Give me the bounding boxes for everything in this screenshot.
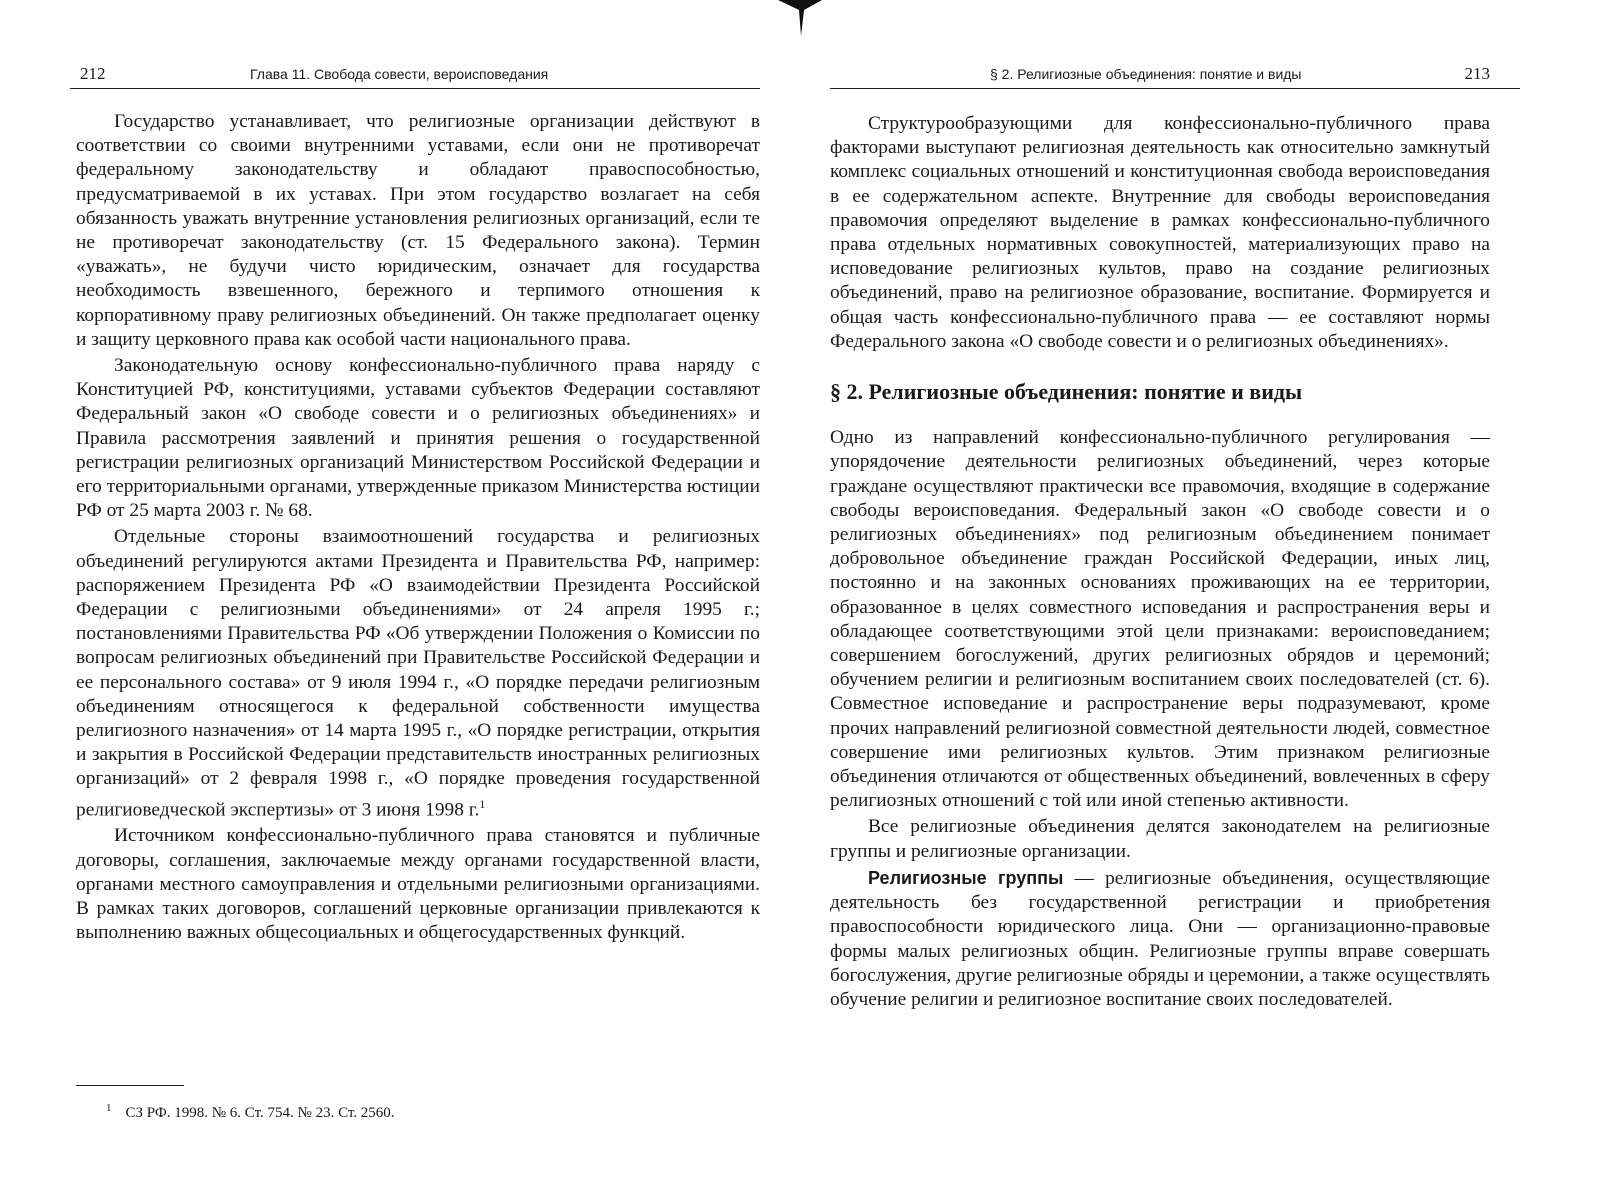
footnote-rule	[76, 1085, 184, 1086]
right-body-text	[830, 112, 1490, 1012]
left-body-text	[76, 110, 760, 945]
paragraph: Государство устанавливает, что религиозные организации действуют в соответствии со своими внутренними уставами, если они не противоречат федеральному законодательству и обладают правоспособностью, предусматриваемой в их уставах. При этом государство возлагает на себя обязанность уважать внутренние установления религиозных организаций, если те не противоречат законодательству (ст. 15 Федерального закона). Термин «уважать», не будучи чисто юридическим, означает для государства необходимость взвешенного, бережного и терпимого отношения к корпоративному праву религиозных объединений. Он также предполагает оценку и защиту церковного права как особой части национального права.	[76, 111, 760, 350]
footnote	[106, 1102, 395, 1122]
page-number: 212	[80, 64, 106, 83]
footnote-text: СЗ РФ. 1998. № 6. Ст. 754. № 23. Ст. 2560.	[125, 1105, 395, 1121]
paragraph: Все религиозные объединения делятся законодателем на религиозные группы и религиозные организации.	[830, 816, 1490, 862]
left-running-head	[70, 62, 760, 89]
running-title: Глава 11. Свобода совести, вероисповедания	[250, 66, 549, 82]
right-running-head	[830, 62, 1520, 89]
left-page	[70, 0, 760, 1178]
paragraph	[830, 866, 1490, 1012]
section-heading: § 2. Религиозные объединения: понятие и виды	[830, 379, 1303, 405]
paragraph-text: Отдельные стороны взаимоотношений государства и религиозных объединений регулируются актами Президента и Правительства РФ, например: распоряжением Президента РФ «О взаимодействии Президента Российской Федерации с религиозными объединениями» от 24 апреля 1995 г.; постановлениями Правительства РФ «Об утверждении Положения о Комиссии по вопросам религиозных объединений при Правительстве Российской Федерации и ее персонального состава» от 9 июля 1994 г., «О порядке передачи религиозным объединениям относящегося к федеральной собственности имущества религиозного назначения» от 14 марта 1995 г., «О порядке регистрации, открытия и закрытия в Российской Федерации представительств иностранных религиозных организаций» от 2 февраля 1998 г., «О порядке проведения государственной религиоведческой экспертизы» от 3 июня 1998 г.	[76, 526, 760, 821]
footnote-number: 1	[106, 1102, 112, 1114]
paragraph: Законодательную основу конфессионально-публичного права наряду с Конституцией РФ, конституциями, уставами субъектов Федерации составляют Федеральный закон «О свободе совести и о религиозных объединениях» и Правила рассмотрения заявлений и принятия решения о государственной регистрации религиозных организаций Министерством Российской Федерации и его территориальными органами, утвержденные приказом Министерства юстиции РФ от 25 марта 2003 г. № 68.	[76, 355, 760, 522]
paragraph: Источником конфессионально-публичного права становятся и публичные договоры, соглашения, заключаемые между органами государственной власти, органами местного самоуправления и отдельными религиозными организациями. В рамках таких договоров, соглашений церковные организации привлекаются к выполнению важных общесоциальных и общегосударственных функций.	[76, 825, 760, 944]
footnote-ref: 1	[479, 796, 486, 811]
right-page	[830, 0, 1520, 1178]
paragraph	[76, 525, 760, 822]
defined-term: Религиозные группы	[868, 867, 1064, 888]
running-title: § 2. Религиозные объединения: понятие и виды	[990, 66, 1302, 82]
binding-mark	[770, 0, 830, 36]
page-number: 213	[1464, 64, 1490, 83]
paragraph: Одно из направлений конфессионально-публичного регулирования — упорядочение деятельности религиозных объединений, через которые граждане осуществляют практически все правомочия, входящие в содержание свободы вероисповедания. Федеральный закон «О свободе совести и о религиозных объединениях» под религиозным объединением понимает добровольное объединение граждан Российской Федерации, иных лиц, постоянно и на законных основаниях проживающих на ее территории, образованное в целях совместного исповедания и распространения веры и обладающее соответствующими этой цели признаками: вероисповеданием; совершением богослужений, других религиозных обрядов и церемоний; обучением религии и религиозным воспитанием своих последователей (ст. 6). Совместное исповедание и распространение веры подразумевают, кроме прочих направлений религиозной совместной деятельности людей, совместное совершение ими религиозных культов. Этим признаком религиозные объединения отличаются от общественных объединений, вовлеченных в сферу религиозных отношений с той или иной степенью активности.	[830, 427, 1490, 812]
paragraph: Структурообразующими для конфессионально-публичного права факторами выступают религиозная деятельность как относительно замкнутый комплекс социальных отношений и конституционная свобода вероисповедания в ее содержательном аспекте. Внутренние для свободы вероисповедания правомочия определяют выделение в рамках конфессионально-публичного права отдельных нормативных совокупностей, материализующих право на исповедование религиозных культов, право на создание религиозных объединений, право на религиозное образование, воспитание. Формируется и общая часть конфессионально-публичного права — ее составляют нормы Федерального закона «О свободе совести и о религиозных объединениях».	[830, 113, 1490, 352]
paragraph-text: — религиозные объединения, осуществляющие деятельность без государственной регистрации и приобретения правоспособности юридического лица. Они — организационно-правовые формы малых религиозных общин. Религиозные группы вправе совершать богослужения, другие религиозные обряды и церемонии, а также осуществлять обучение религии и религиозное воспитание своих последователей.	[830, 867, 1490, 1010]
